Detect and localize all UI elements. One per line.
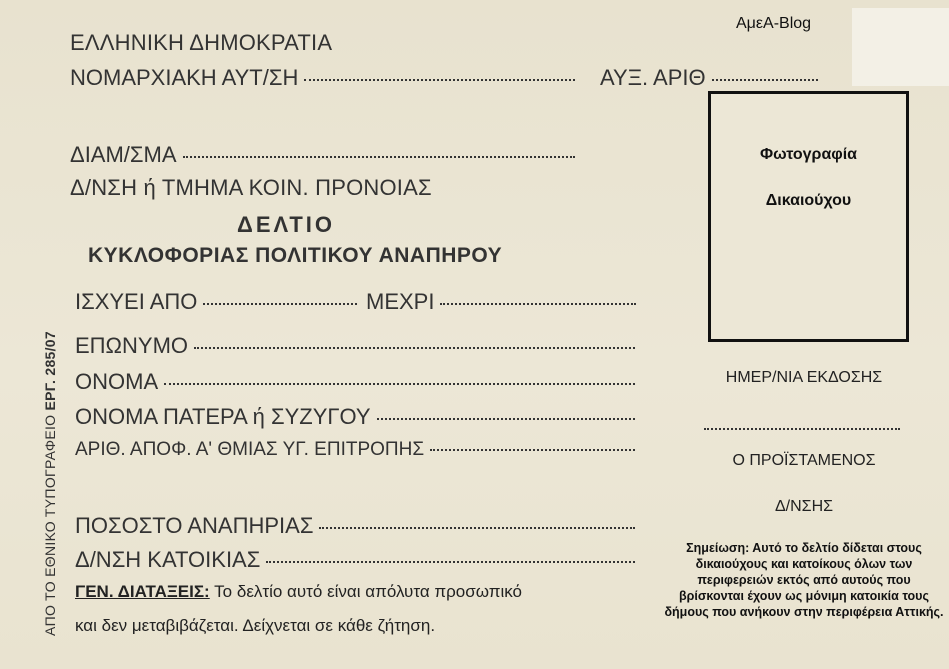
photo-box xyxy=(708,91,909,342)
photo-label-line2: Δικαιούχου xyxy=(765,192,852,209)
field-label: ΔΙΑΜ/ΣΜΑ xyxy=(70,142,177,167)
field-address xyxy=(75,547,635,573)
dotted-line xyxy=(164,383,635,385)
head-label: Ο ΠΡΟΪΣΤΑΜΕΝΟΣ xyxy=(732,452,876,469)
print-code: ΕΡΓ. 285/07 xyxy=(42,331,58,411)
dotted-line xyxy=(266,561,635,563)
field-label: ΠΟΣΟΣΤΟ ΑΝΑΠΗΡΙΑΣ xyxy=(75,513,314,538)
field-name xyxy=(75,369,635,395)
dotted-line xyxy=(440,303,636,305)
dept-label: Δ/ΝΣΗΣ xyxy=(774,498,834,515)
field-label: ΑΡΙΘ. ΑΠΟΦ. Α' ΘΜΙΑΣ ΥΓ. ΕΠΙΤΡΟΠΗΣ xyxy=(75,439,425,460)
printer-name: ΑΠΟ ΤΟ ΕΘΝΙΚΟ ΤΥΠΟΓΡΑΦΕΙΟ xyxy=(42,410,58,636)
field-label: ΜΕΧΡΙ xyxy=(366,289,435,314)
dotted-line xyxy=(203,303,357,305)
dotted-line xyxy=(304,79,575,81)
field-label: Δ/ΝΣΗ ΚΑΤΟΙΚΙΑΣ xyxy=(75,547,261,572)
general-provisions-text2: και δεν μεταβιβάζεται. Δείχνεται σε κάθε ζήτηση. xyxy=(75,616,436,635)
field-label: ΙΣΧΥΕΙ ΑΠΟ xyxy=(75,289,198,314)
field-father-name xyxy=(75,404,635,430)
issue-date-label: ΗΜΕΡ/ΝΙΑ ΕΚΔΟΣΗΣ xyxy=(725,369,883,386)
watermark: ΑμεΑ-Blog xyxy=(736,15,812,32)
dotted-line xyxy=(319,527,635,529)
general-provisions-text1: Το δελτίο αυτό είναι απόλυτα προσωπικό xyxy=(214,582,522,601)
dotted-line xyxy=(712,79,818,81)
dotted-line xyxy=(430,449,635,451)
dotted-line xyxy=(183,156,575,158)
dotted-line xyxy=(377,418,635,420)
field-district xyxy=(70,142,575,168)
field-valid-from xyxy=(75,289,357,315)
field-label: ΟΝΟΜΑ ΠΑΤΕΡΑ ή ΣΥΖΥΓΟΥ xyxy=(75,404,371,429)
field-label: ΑΥΞ. ΑΡΙΘ xyxy=(600,65,706,90)
field-label: ΕΠΩΝΥΜΟ xyxy=(75,333,189,358)
header-republic: ΕΛΛΗΝΙΚΗ ΔΗΜΟΚΡΑΤΙΑ xyxy=(70,30,333,55)
field-until xyxy=(366,289,636,315)
field-serial xyxy=(600,65,818,91)
photo-label-line1: Φωτογραφία xyxy=(759,146,858,163)
dotted-line xyxy=(194,347,635,349)
field-disability-percentage xyxy=(75,513,635,539)
field-committee-decision xyxy=(75,439,635,461)
general-provisions-line1 xyxy=(75,582,522,602)
field-label: ΟΝΟΜΑ xyxy=(75,369,159,394)
general-provisions-label: ΓΕΝ. ΔΙΑΤΑΞΕΙΣ: xyxy=(75,582,210,601)
note-text: Σημείωση: Αυτό το δελτίο δίδεται στους δικαιούχους και κατοίκους όλων των περιφερειών εκτός από αυτούς που βρίσκονται έχουν ως μόνιμη κατοικία τους δήμους που ανήκουν στην περιφέρεια Αττικής. xyxy=(664,541,944,619)
card-subtitle: ΚΥΚΛΟΦΟΡΙΑΣ ΠΟΛΙΤΙΚΟΥ ΑΝΑΠΗΡΟΥ xyxy=(88,244,503,267)
field-label: ΝΟΜΑΡΧΙΑΚΗ ΑΥΤ/ΣΗ xyxy=(70,65,299,90)
card-title: ΔΕΛΤΙΟ xyxy=(237,212,335,237)
field-prefecture xyxy=(70,65,575,91)
corner-patch xyxy=(852,8,949,86)
issue-date-dotted-line xyxy=(704,428,900,430)
printer-vertical-text xyxy=(42,331,58,636)
header-welfare-dept: Δ/ΝΣΗ ή ΤΜΗΜΑ ΚΟΙΝ. ΠΡΟΝΟΙΑΣ xyxy=(70,175,432,200)
field-surname xyxy=(75,333,635,359)
